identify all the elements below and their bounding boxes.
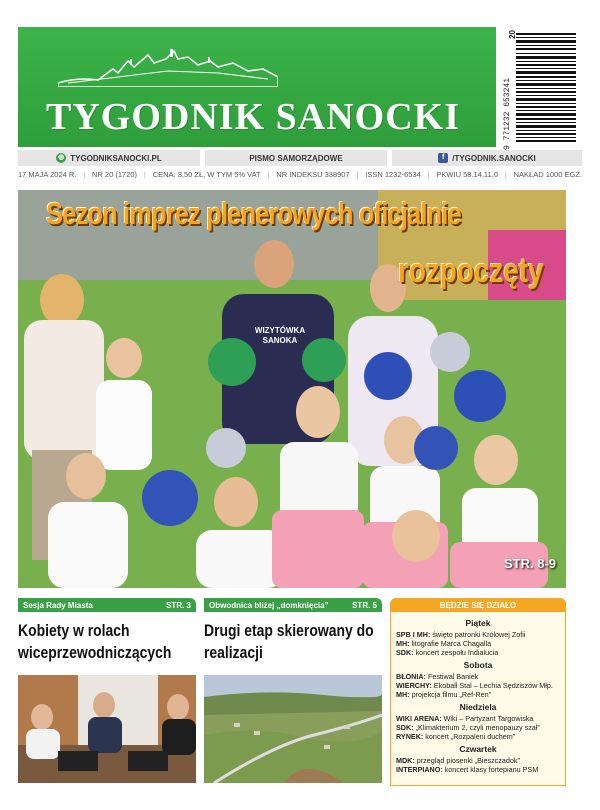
event-day: Niedziela — [459, 702, 497, 712]
hero-headline-line1: Sezon imprez plenerowych oficjalnie — [46, 196, 461, 231]
event-item[interactable]: BŁONIA: Festiwal Baniek — [396, 672, 479, 681]
website-link[interactable] — [18, 150, 200, 166]
event-day: Sobota — [463, 660, 493, 670]
issue-pkwiu: PKWIU 58.14.11.0 — [436, 170, 498, 179]
council-session-photo — [18, 675, 196, 783]
issue-price: CENA: 3,50 ZŁ, W TYM 5% VAT — [152, 170, 261, 179]
issue-meta-line: 17 MAJA 2024 R. | NR 20 (1720) | CENA: 3,50 ZŁ, W TYM 5% VAT | NR INDEKSU 338907 | ISSN 1232-6534 | PKWIU 58.14.11.0 | NAKŁAD 1000 EGZ. — [18, 170, 582, 179]
info-bar — [18, 150, 582, 166]
motto-box — [205, 150, 387, 166]
event-day: Piątek — [465, 618, 491, 628]
page-ref: STR. 5 — [352, 600, 377, 610]
article-teaser-city-council[interactable] — [18, 598, 196, 664]
events-list — [390, 612, 566, 786]
masthead-title: TYGODNIK SANOCKI — [46, 96, 460, 138]
article-teaser-bypass[interactable] — [204, 598, 382, 664]
event-item[interactable]: INTERPIANO: koncert klasy fortepianu PSM — [396, 765, 539, 774]
section-tag — [204, 598, 382, 612]
motto-label: PISMO SAMORZĄDOWE — [249, 153, 343, 163]
events-box — [390, 598, 566, 786]
event-item[interactable]: WIERCHY: Ekoball Stal – Lechia Sędziszów Młp. — [396, 681, 553, 690]
hero-page-ref[interactable]: STR. 8-9 — [503, 556, 556, 571]
masthead — [18, 27, 496, 147]
events-header-label: BĘDZIE SIĘ DZIAŁO — [439, 600, 517, 610]
article-headline[interactable]: Kobiety w rolach wiceprzewodniczących — [18, 621, 172, 662]
globe-icon: ◍ — [58, 154, 65, 161]
page-ref: STR. 3 — [166, 600, 191, 610]
issue-number: NR 20 (1720) — [92, 170, 138, 179]
facebook-link[interactable] — [392, 150, 582, 166]
event-item[interactable]: SDK: „Klimakterium 2, czyli menopauzy szał” — [396, 723, 540, 732]
event-item[interactable]: SPB I MH: święto patronki Królowej Zofii — [396, 630, 526, 639]
event-item[interactable]: RYNEK: koncert „Rozpaleni duchem” — [396, 732, 516, 741]
event-item[interactable]: MDK: przegląd piosenki „Bieszczadok” — [396, 756, 520, 765]
article-headline[interactable]: Drugi etap skierowany do realizacji — [204, 621, 374, 662]
facebook-icon: f — [438, 153, 448, 163]
aerial-landscape-photo — [204, 675, 382, 783]
hero-photo[interactable] — [18, 190, 566, 588]
issue-circulation: NAKŁAD 1000 EGZ. — [513, 170, 582, 179]
event-item[interactable]: WIKI ARENA: Wiki – Partyzant Targowiska — [396, 714, 534, 723]
issue-date: 17 MAJA 2024 R. — [18, 170, 77, 179]
facebook-label: /TYGODNIK.SANOCKI — [452, 153, 536, 163]
event-day: Czwartek — [459, 744, 497, 754]
event-item[interactable]: MH: projekcja filmu „Ref-Ren” — [396, 690, 492, 699]
section-tag — [18, 598, 196, 612]
issue-issn: ISSN 1232-6534 — [365, 170, 421, 179]
event-item[interactable]: MH: litografie Marca Chagalla — [396, 639, 492, 648]
events-header — [390, 598, 566, 612]
website-label: TYGODNIKSANOCKI.PL — [70, 153, 162, 163]
hero-headline-line2: rozpoczęty — [398, 252, 544, 290]
hero-photo-illustration — [18, 190, 566, 588]
hero-shirt-text: WIZYTÓWKA SANOKA — [254, 326, 306, 345]
issue-index: NR INDEKSU 338907 — [276, 170, 350, 179]
section-tag-label: Sesja Rady Miasta — [23, 600, 93, 610]
barcode-graphic — [502, 27, 582, 147]
barcode-issue-number: 20 — [508, 30, 517, 39]
barcode-number: 9 771232 653241 — [503, 77, 512, 150]
city-skyline-illustration — [58, 47, 278, 87]
section-tag-label: Obwodnica bliżej „domknięcia” — [209, 600, 329, 610]
event-item[interactable]: SDK: koncert zespołu Indialucia — [396, 648, 499, 657]
